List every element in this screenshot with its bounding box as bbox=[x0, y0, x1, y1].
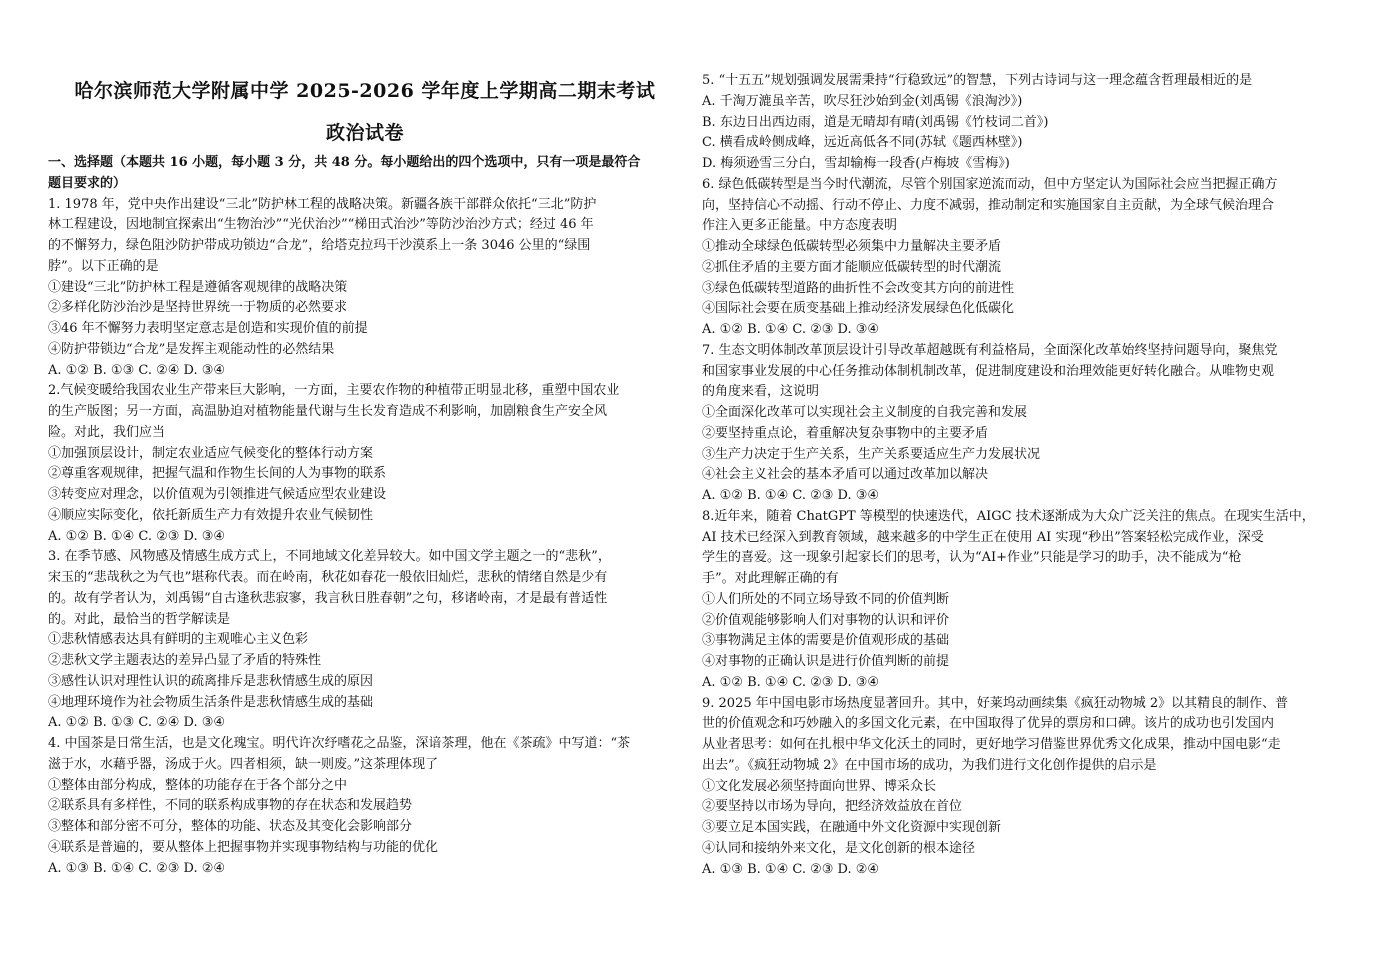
text-line: ①推动全球绿色低碳转型必须集中力量解决主要矛盾 bbox=[702, 239, 1002, 254]
text-line: 9. 2025 年中国电影市场热度显著回升。其中，好莱坞动画续集《疯狂动物城 2》以其精良的制作、普 bbox=[702, 695, 1289, 711]
text-line: ④防护带锁边“合龙”是发挥主观能动性的必然结果 bbox=[48, 341, 335, 357]
text-line: 和国家事业发展的中心任务推动体制机制改革，促进制度建设和治理效能更好转化融合。从唯物史观 bbox=[702, 363, 1275, 379]
text-line: ②要坚持重点论，着重解决复杂事物中的主要矛盾 bbox=[702, 425, 989, 441]
text-line: A. ①② B. ①③ C. ②④ D. ③④ bbox=[48, 362, 226, 378]
text-line: 手”。对此理解正确的有 bbox=[702, 571, 839, 586]
text-line: AI 技术已经深入到教育领域，越来越多的中学生正在使用 AI 实现“秒出”答案轻松完成作业，深受 bbox=[702, 529, 1264, 545]
exam-subject: 政治试卷 bbox=[325, 122, 404, 144]
text-line: D. 梅须逊雪三分白，雪却输梅一段香(卢梅坡《雪梅》) bbox=[702, 156, 1010, 171]
text-line: 林工程建设，因地制宜探索出“生物治沙”“光伏治沙”“梯田式治沙”等防沙治沙方式；经过 46 年 bbox=[48, 217, 594, 233]
text-line: ④顺应实际变化，依托新质生产力有效提升农业气候韧性 bbox=[48, 507, 374, 523]
text-line: 3. 在季节感、风物感及情感生成方式上，不同地域文化差异较大。如中国文学主题之一的“悲秋”， bbox=[48, 549, 611, 565]
text-line: ②尊重客观规律，把握气温和作物生长间的人为事物的联系 bbox=[48, 466, 387, 482]
text-line: 的。故有学者认为，刘禹锡“自古逢秋悲寂寥，我言秋日胜春朝”之句，移诸岭南，才是最有普适性 bbox=[48, 590, 608, 606]
text-line: 险。对此，我们应当 bbox=[48, 424, 166, 440]
text-line: ②价值观能够影响人们对事物的认识和评价 bbox=[702, 612, 950, 628]
text-line: ④地理环境作为社会物质生活条件是悲秋情感生成的基础 bbox=[48, 694, 374, 710]
text-line: 世的价值观念和巧妙融入的多国文化元素，在中国取得了优异的票房和口碑。该片的成功也引发国内 bbox=[702, 716, 1275, 732]
text-line: A. 千淘万漉虽辛苦，吹尽狂沙始到金(刘禹锡《浪淘沙》) bbox=[702, 93, 1023, 109]
text-line: ③生产力决定于生产关系，生产关系要适应生产力发展状况 bbox=[702, 446, 1041, 462]
text-line: A. ①② B. ①④ C. ②③ D. ③④ bbox=[48, 528, 226, 544]
text-line: 的。对此，最恰当的哲学解读是 bbox=[48, 611, 231, 627]
text-line: A. ①② B. ①④ C. ②③ D. ③④ bbox=[702, 674, 880, 690]
text-line: ④社会主义社会的基本矛盾可以通过改革加以解决 bbox=[702, 467, 989, 483]
right-question-text bbox=[702, 71, 1342, 880]
text-line: 7. 生态文明体制改革顶层设计引导改革超越既有利益格局，全面深化改革始终坚持问题导向，聚焦党 bbox=[702, 342, 1278, 358]
text-line: 学生的喜爱。这一现象引起家长们的思考，认为“AI+作业”只能是学习的助手，决不能成为“枪 bbox=[702, 550, 1242, 566]
text-line: ④联系是普遍的，要从整体上把握事物并实现事物结构与功能的优化 bbox=[48, 839, 439, 855]
text-line: ①整体由部分构成，整体的功能存在于各个部分之中 bbox=[48, 777, 348, 793]
text-line: ①加强顶层设计，制定农业适应气候变化的整体行动方案 bbox=[48, 445, 374, 461]
text-line: 从业者思考：如何在扎根中华文化沃土的同时，更好地学习借鉴世界优秀文化成果，推动中国电影“走 bbox=[702, 737, 1281, 752]
text-line: ③绿色低碳转型道路的曲折性不会改变其方向的前进性 bbox=[702, 280, 1015, 296]
text-line: ③转变应对理念，以价值观为引领推进气候适应型农业建设 bbox=[48, 487, 387, 502]
text-line: ③事物满足主体的需要是价值观形成的基础 bbox=[702, 633, 950, 649]
text-line: 宋玉的“悲哉秋之为气也”堪称代表。而在岭南，秋花如春花一般依旧灿烂，悲秋的情绪自然是少有 bbox=[48, 570, 608, 585]
text-line: A. ①② B. ①③ C. ②④ D. ③④ bbox=[48, 715, 226, 731]
text-line: A. ①③ B. ①④ C. ②③ D. ②④ bbox=[702, 861, 880, 877]
text-line: ④国际社会要在质变基础上推动经济发展绿色化低碳化 bbox=[702, 301, 1015, 317]
text-line: 脖”。以下正确的是 bbox=[48, 258, 159, 274]
text-line: ②要坚持以市场为导向，把经济效益放在首位 bbox=[702, 799, 963, 815]
text-line: ②悲秋文学主题表达的差异凸显了矛盾的特殊性 bbox=[48, 653, 322, 668]
text-line: C. 横看成岭侧成峰，远近高低各不同(苏轼《题西林壁》) bbox=[702, 135, 1023, 151]
text-line: 6. 绿色低碳转型是当今时代潮流，尽管个别国家逆流而动，但中方坚定认为国际社会应当把握正确方 bbox=[702, 176, 1278, 192]
text-line: 向，坚持信心不动摇、行动不停止、力度不减弱，推动制定和实施国家自主贡献，为全球气候治理合 bbox=[702, 197, 1275, 213]
text-line: ①建设“三北”防护林工程是遵循客观规律的战略决策 bbox=[48, 279, 348, 295]
text-line: 滋于水，水藉乎器，汤成于火。四者相须，缺一则废。”这茶理体现了 bbox=[48, 756, 439, 772]
exam-title: 哈尔滨师范大学附属中学 2025-2026 学年度上学期高二期末考试 bbox=[74, 80, 656, 102]
text-line: A. ①② B. ①④ C. ②③ D. ③④ bbox=[702, 322, 880, 337]
text-line: B. 东边日出西边雨，道是无晴却有晴(刘禹锡《竹枝词二首》) bbox=[702, 114, 1049, 130]
text-line: 出去”。《疯狂动物城 2》在中国市场的成功，为我们进行文化创作提供的启示是 bbox=[702, 757, 1157, 773]
text-line: ④对事物的正确认识是进行价值判断的前提 bbox=[702, 654, 950, 669]
text-line: ②联系具有多样性，不同的联系构成事物的存在状态和发展趋势 bbox=[48, 798, 413, 814]
text-line: ②抓住矛盾的主要方面才能顺应低碳转型的时代潮流 bbox=[702, 259, 1002, 275]
text-line: ①人们所处的不同立场导致不同的价值判断 bbox=[702, 591, 950, 607]
text-line: 1. 1978 年，党中央作出建设“三北”防护林工程的战略决策。新疆各族干部群众依托“三北”防护 bbox=[48, 196, 597, 212]
text-line: A. ①③ B. ①④ C. ②③ D. ②④ bbox=[48, 860, 226, 876]
text-line: 5. “十五五”规划强调发展需秉持“行稳致远”的智慧，下列古诗词与这一理念蕴含哲理最相近的是 bbox=[702, 73, 1253, 88]
text-line: ③整体和部分密不可分，整体的功能、状态及其变化会影响部分 bbox=[48, 819, 413, 834]
left-question-text bbox=[48, 153, 688, 879]
text-line: A. ①② B. ①④ C. ②③ D. ③④ bbox=[702, 488, 880, 503]
text-line: ④认同和接纳外来文化，是文化创新的根本途径 bbox=[702, 840, 976, 856]
text-line: 2.气候变暖给我国农业生产带来巨大影响，一方面，主要农作物的种植带正明显北移，重塑中国农业 bbox=[48, 383, 620, 399]
text-line: 8.近年来，随着 ChatGPT 等模型的快速迭代，AIGC 技术逐渐成为大众广泛关注的焦点。在现实生活中， bbox=[702, 508, 1315, 524]
text-line: 一、选择题（本题共 16 小题，每小题 3 分，共 48 分。每小题给出的四个选项中，只有一项是最符合 bbox=[48, 155, 641, 170]
text-line: 的不懈努力，绿色阻沙防护带成功锁边“合龙”，给塔克拉玛干沙漠系上一条 3046 公里的“绿围 bbox=[48, 238, 591, 253]
text-line: 的角度来看，这说明 bbox=[702, 384, 820, 400]
text-line: ③感性认识对理性认识的疏离排斥是悲秋情感生成的原因 bbox=[48, 673, 374, 689]
text-line: 题目要求的） bbox=[48, 175, 127, 191]
text-line: ①全面深化改革可以实现社会主义制度的自我完善和发展 bbox=[702, 405, 1028, 420]
text-line: ②多样化防沙治沙是坚持世界统一于物质的必然要求 bbox=[48, 300, 348, 316]
text-line: 的生产版图；另一方面，高温胁迫对植物能量代谢与生长发育造成不利影响，加剧粮食生产安全风 bbox=[48, 404, 608, 419]
text-line: 作注入更多正能量。中方态度表明 bbox=[702, 218, 898, 234]
text-line: ③要立足本国实践，在融通中外文化资源中实现创新 bbox=[702, 820, 1002, 835]
text-line: ①悲秋情感表达具有鲜明的主观唯心主义色彩 bbox=[48, 632, 309, 648]
text-line: ③46 年不懈努力表明坚定意志是创造和实现价值的前提 bbox=[48, 321, 368, 336]
text-line: 4. 中国茶是日常生活，也是文化瑰宝。明代许次纾嗜花之品鉴，深谙茶理，他在《茶疏》中写道：“茶 bbox=[48, 736, 631, 751]
text-line: ①文化发展必须坚持面向世界、博采众长 bbox=[702, 778, 937, 794]
